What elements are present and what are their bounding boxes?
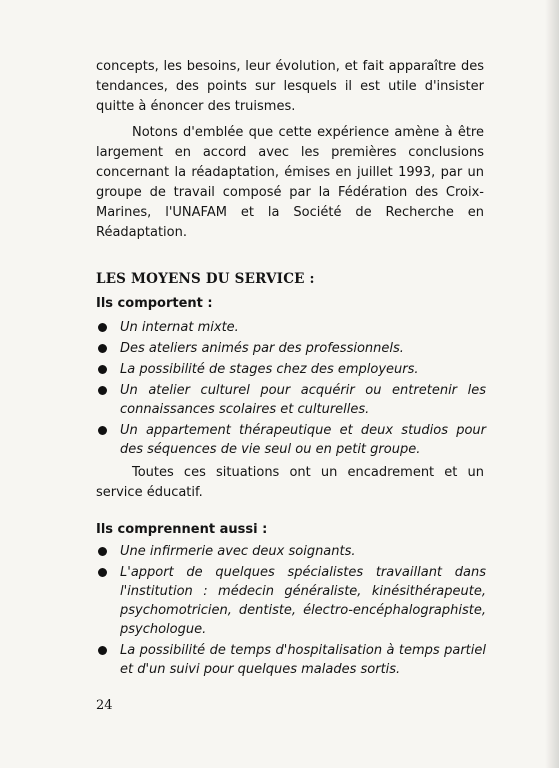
paragraph-notons: Notons d'emblée que cette expérience amène à être largement en accord avec les premières conclusions concernant la réadaptation, émises en juillet 1993, par un groupe de travail composé par la Fédération des Croix-Marines, l'UNAFAM et la Société de Recherche en Réadaptation.: [96, 125, 484, 240]
list-item: Un internat mixte.: [96, 318, 486, 337]
bullet-icon: [98, 344, 107, 353]
page-edge-shadow: [545, 0, 559, 768]
paragraph-situations: Toutes ces situations ont un encadrement et un service éducatif.: [96, 465, 484, 500]
list-item: Un atelier culturel pour acquérir ou entretenir les connaissances scolaires et culturelles.: [96, 381, 486, 419]
list-item: La possibilité de temps d'hospitalisation à temps partiel et d'un suivi pour quelques malades sortis.: [96, 641, 486, 679]
section-heading: LES MOYENS DU SERVICE :: [96, 271, 315, 287]
bullet-icon: [98, 365, 107, 374]
bullet-icon: [98, 426, 107, 435]
subheading-comprennent: Ils comprennent aussi :: [96, 522, 268, 537]
list-item: Une infirmerie avec deux soignants.: [96, 542, 486, 561]
list-item: L'apport de quelques spécialistes travaillant dans l'institution : médecin généraliste, kinésithérapeute, psychomotricien, dentiste, électro-encéphalographiste, psychologue.: [96, 563, 486, 639]
bullet-icon: [98, 568, 107, 577]
bullet-list-comportent: [96, 318, 486, 461]
list-item: Des ateliers animés par des professionnels.: [96, 339, 486, 358]
paragraph-intro: concepts, les besoins, leur évolution, et fait apparaître des tendances, des points sur lesquels il est utile d'insister quitte à énoncer des truismes.: [96, 59, 484, 114]
list-item: Un appartement thérapeutique et deux studios pour des séquences de vie seul ou en petit groupe.: [96, 421, 486, 459]
bullet-list-comprennent: [96, 542, 486, 681]
subheading-comportent: Ils comportent :: [96, 296, 213, 311]
bullet-icon: [98, 547, 107, 556]
bullet-icon: [98, 386, 107, 395]
list-item: La possibilité de stages chez des employeurs.: [96, 360, 486, 379]
bullet-icon: [98, 323, 107, 332]
page-number: 24: [96, 698, 113, 713]
bullet-icon: [98, 646, 107, 655]
